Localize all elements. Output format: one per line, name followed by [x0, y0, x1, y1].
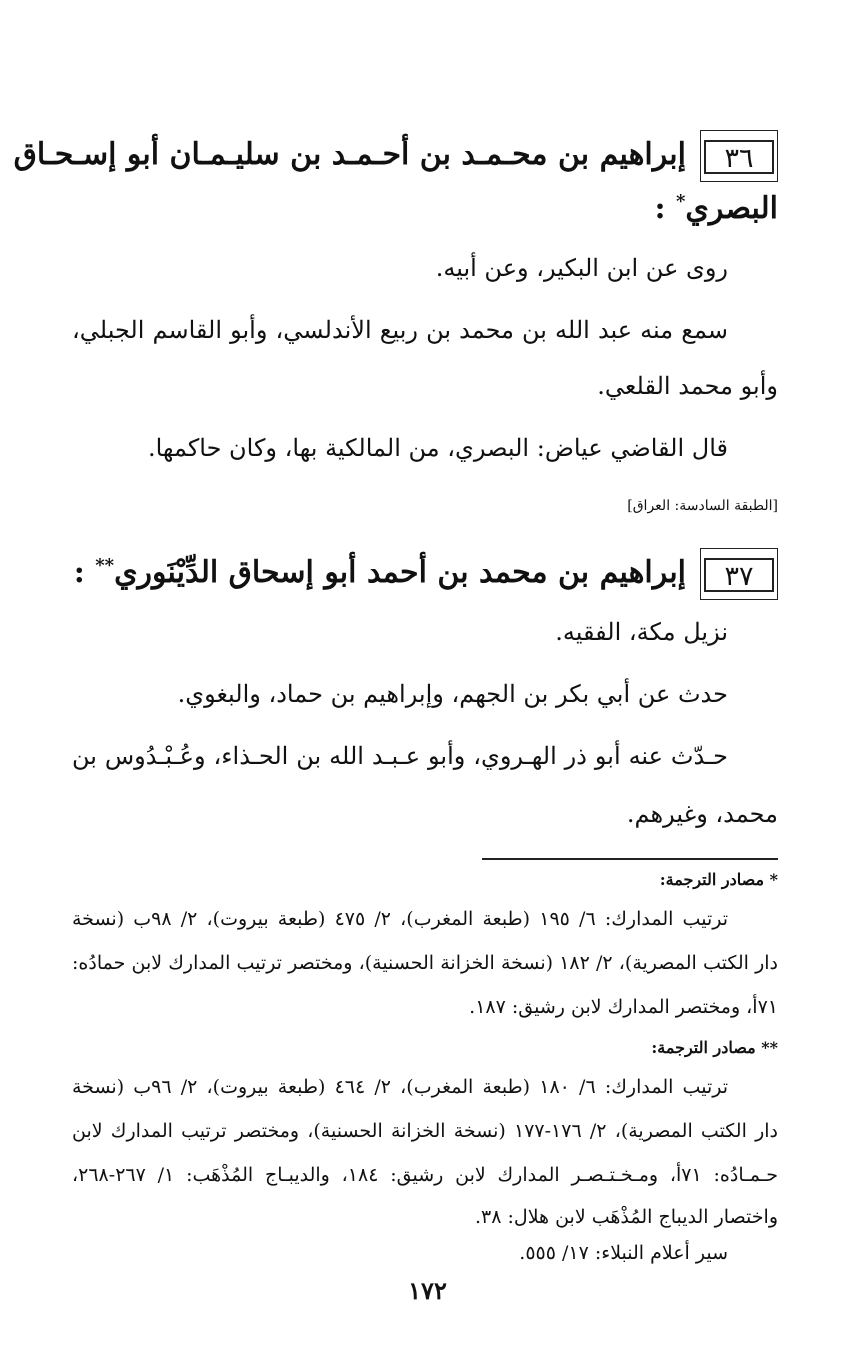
entry-37-number-box [700, 548, 778, 600]
entry-36-para-2-line-2: وأبو محمد القلعي. [597, 372, 778, 400]
entry-36-para-3: قال القاضي عياض: البصري، من المالكية بها، وكان حاكمها. [147, 434, 728, 462]
entry-37-para-2: حدث عن أبي بكر بن الجهم، وإبراهيم بن حماد، والبغوي. [177, 680, 728, 708]
tabaqa-note: [الطبقة السادسة: العراق] [627, 498, 778, 514]
footnote-2-line-1: ترتيب المدارك: ٦/ ١٨٠ (طبعة المغرب)، ٢/ ٤٦٤ (طبعة بيروت)، ٢/ ٩٦ب (نسخة [72, 1076, 729, 1098]
entry-36-title-colon: : [654, 191, 666, 226]
footnote-divider [482, 858, 778, 860]
entry-37-para-1: نزيل مكة، الفقيه. [555, 618, 728, 646]
entry-37-title-colon: : [73, 555, 85, 590]
entry-36-para-1: روى عن ابن البكير، وعن أبيه. [435, 254, 728, 282]
footnote-1-line-1: ترتيب المدارك: ٦/ ١٩٥ (طبعة المغرب)، ٢/ ٤٧٥ (طبعة بيروت)، ٢/ ٩٨ب (نسخة [72, 908, 729, 930]
entry-36-title-line1: إبراهيم بن محـمـد بن أحـمـد بن سليـمـان أبو إسـحـاق [13, 137, 686, 172]
entry-36-number-box [700, 130, 778, 182]
footnote-1-line-3: ٧١أ، ومختصر المدارك لابن رشيق: ١٨٧. [469, 996, 778, 1018]
entry-37-para-3-line-1: حـدّث عنه أبو ذر الهـروي، وأبو عـبـد الله بن الحـذاء، وعُـبْـدُوس بن [72, 742, 728, 770]
entry-37-number: ٣٧ [704, 558, 774, 592]
footnote-2-line-4: واختصار الديباج المُذْهَب لابن هلال: ٣٨. [474, 1206, 778, 1228]
entry-36-number: ٣٦ [704, 140, 774, 174]
entry-37-footnote-mark: ** [95, 555, 115, 576]
page-number: ١٧٢ [408, 1276, 447, 1305]
footnote-2-heading: ** مصادر الترجمة: [651, 1038, 778, 1057]
entry-37-title: إبراهيم بن محمد بن أحمد أبو إسحاق الدِّيْنَوري [114, 555, 686, 590]
entry-36-heading [13, 130, 778, 182]
footnote-2-line-2: دار الكتب المصرية)، ٢/ ١٧٦-١٧٧ (نسخة الخزانة الحسنية)، ومختصر ترتيب المدارك لابن [72, 1120, 778, 1142]
entry-36-heading-cont [72, 180, 778, 231]
footnote-1-heading: * مصادر الترجمة: [659, 870, 778, 889]
entry-36-footnote-mark: * [676, 191, 686, 212]
footnote-2-line-3: حـمـادُه: ٧١أ، ومـخـتـصـر المدارك لابن رشيق: ١٨٤، والديبـاج المُذْهَب: ١/ ٢٦٧-٢٦٨، [72, 1164, 778, 1186]
footnote-2-line-5: سير أعلام النبلاء: ١٧/ ٥٥٥. [519, 1242, 728, 1264]
entry-37-para-3-line-2: محمد، وغيرهم. [626, 800, 778, 828]
entry-36-para-2-line-1: سمع منه عبد الله بن محمد بن ربيع الأندلسي، وأبو القاسم الجبلي، [72, 316, 728, 344]
entry-36-title-line2: البصري [685, 191, 778, 226]
entry-37-heading [72, 544, 778, 600]
footnote-1-line-2: دار الكتب المصرية)، ٢/ ١٨٢ (نسخة الخزانة الحسنية)، ومختصر ترتيب المدارك لابن حمادُه: [72, 952, 778, 974]
